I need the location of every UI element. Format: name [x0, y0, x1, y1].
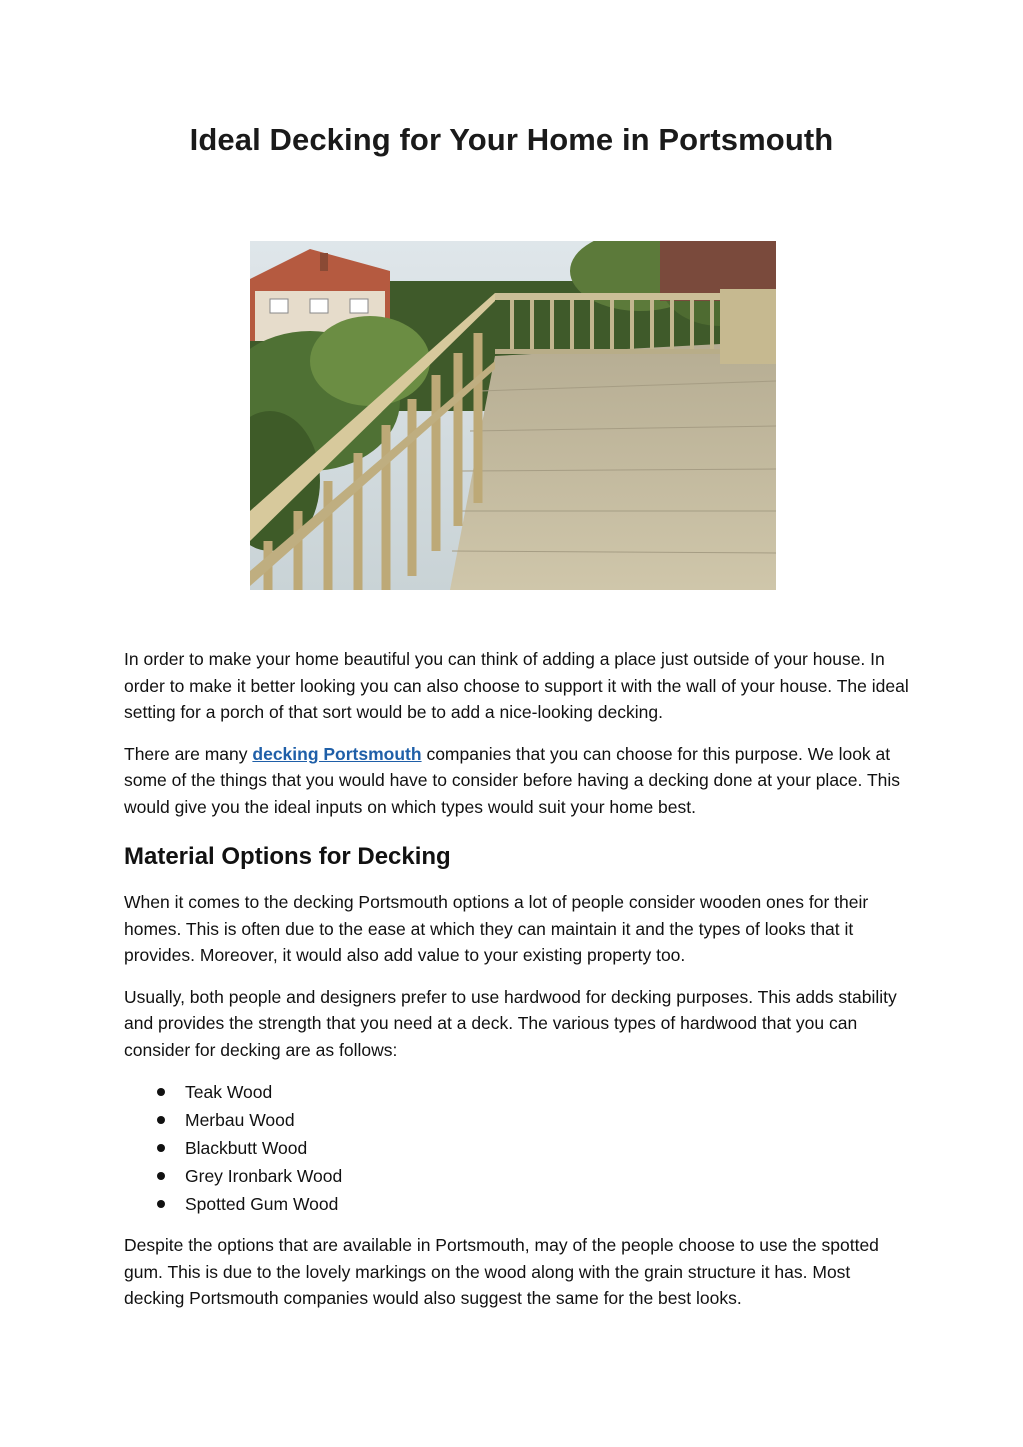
list-item: Merbau Wood — [185, 1106, 914, 1134]
hardwood-paragraph: Usually, both people and designers prefer to use hardwood for decking purposes. This adds stability and provides the strength that you need at a deck. The various types of hardwood that you can consider for decking are as follows: — [124, 986, 897, 1060]
materials-paragraph: When it comes to the decking Portsmouth options a lot of people consider wooden ones for their homes. This is often due to the ease at which they can maintain it and the types of looks that it provides. Moreover, it would also add value to your existing property too. — [124, 892, 869, 965]
list-item: Spotted Gum Wood — [185, 1190, 914, 1218]
companies-text-end: companies that you can choose for this purpose. We look at some of the things that you would have to consider before having a decking done at your place. This would give you the ideal inputs on which types would suit your home best. — [124, 743, 900, 817]
list-item: Grey Ironbark Wood — [185, 1162, 914, 1190]
article-body — [124, 646, 914, 1327]
companies-text-start: There are many — [124, 743, 253, 764]
list-item: Blackbutt Wood — [185, 1134, 914, 1162]
list-item: Teak Wood — [185, 1078, 914, 1106]
intro-paragraph: In order to make your home beautiful you can think of adding a place just outside of your house. In order to make it better looking you can also choose to support it with the wall of your house. The ideal setting for a porch of that sort would be to add a nice-looking decking. — [124, 649, 909, 722]
companies-paragraph — [124, 741, 914, 821]
decking-illustration — [250, 241, 776, 590]
hardwood-list — [124, 1078, 914, 1218]
decking-photo — [250, 241, 776, 590]
conclusion-paragraph: Despite the options that are available in Portsmouth, may of the people choose to use the spotted gum. This is due to the lovely markings on the wood along with the grain structure it has. Most decking Portsmouth companies would also suggest the same for the best looks. — [124, 1235, 879, 1308]
decking-portsmouth-link[interactable]: decking Portsmouth — [252, 743, 422, 764]
page-title: Ideal Decking for Your Home in Portsmouth — [189, 122, 834, 157]
section-heading: Material Options for Decking — [124, 843, 451, 870]
